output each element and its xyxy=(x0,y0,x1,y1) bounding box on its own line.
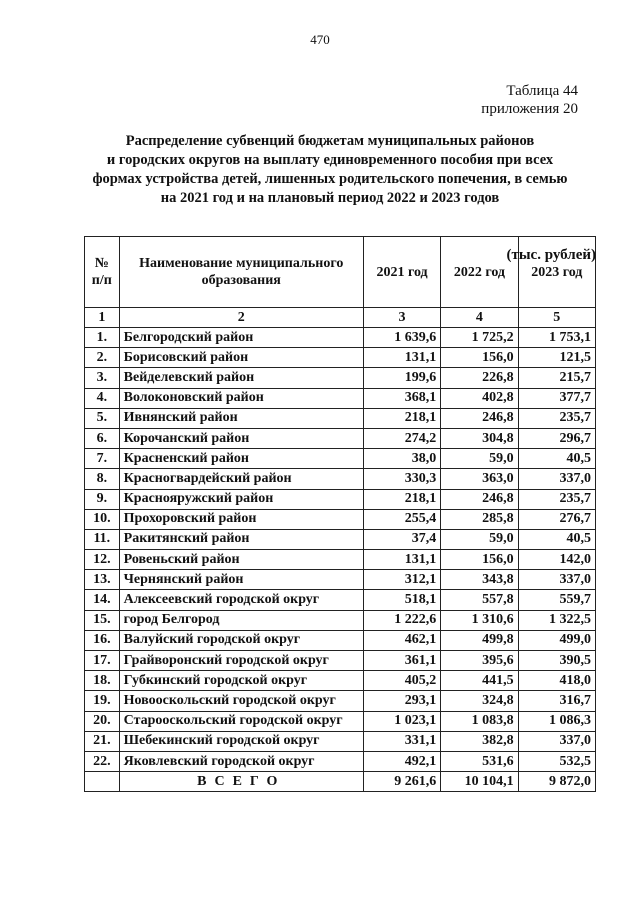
municipality-name: Борисовский район xyxy=(119,348,363,368)
table-row xyxy=(85,550,596,570)
table-reference xyxy=(481,82,578,118)
value-2021: 274,2 xyxy=(363,428,440,448)
municipality-name: Чернянский район xyxy=(119,570,363,590)
municipality-name: город Белгород xyxy=(119,610,363,630)
row-index: 22. xyxy=(85,751,120,771)
municipality-name: Алексеевский городской округ xyxy=(119,590,363,610)
row-index: 2. xyxy=(85,348,120,368)
value-2021: 312,1 xyxy=(363,570,440,590)
municipality-name: Ивнянский район xyxy=(119,408,363,428)
table-row xyxy=(85,711,596,731)
row-index: 15. xyxy=(85,610,120,630)
municipality-name: Ракитянский район xyxy=(119,529,363,549)
municipality-name: Старооскольский городской округ xyxy=(119,711,363,731)
table-row xyxy=(85,428,596,448)
value-2023: 215,7 xyxy=(518,368,595,388)
row-index: 10. xyxy=(85,509,120,529)
value-2022: 499,8 xyxy=(441,630,518,650)
municipality-name: Корочанский район xyxy=(119,428,363,448)
value-2021: 1 639,6 xyxy=(363,328,440,348)
municipality-name: Красненский район xyxy=(119,449,363,469)
value-2021: 361,1 xyxy=(363,651,440,671)
value-2022: 246,8 xyxy=(441,408,518,428)
value-2022: 395,6 xyxy=(441,651,518,671)
units-label: (тыс. рублей) xyxy=(506,247,596,263)
total-2023: 9 872,0 xyxy=(518,772,595,792)
value-2021: 462,1 xyxy=(363,630,440,650)
header-idx-line1: № xyxy=(94,256,109,271)
table-row xyxy=(85,368,596,388)
value-2021: 218,1 xyxy=(363,408,440,428)
title-line-1: Распределение субвенций бюджетам муниципальных районов xyxy=(125,133,535,149)
value-2023: 235,7 xyxy=(518,489,595,509)
value-2022: 402,8 xyxy=(441,388,518,408)
row-index: 17. xyxy=(85,651,120,671)
value-2023: 40,5 xyxy=(518,529,595,549)
table-row xyxy=(85,651,596,671)
total-idx xyxy=(85,772,120,792)
value-2022: 1 725,2 xyxy=(441,328,518,348)
table-row xyxy=(85,630,596,650)
subsidy-table xyxy=(84,236,596,792)
value-2023: 142,0 xyxy=(518,550,595,570)
total-label: ВСЕГО xyxy=(119,772,363,792)
table-row xyxy=(85,509,596,529)
municipality-name: Красногвардейский район xyxy=(119,469,363,489)
municipality-name: Шебекинский городской округ xyxy=(119,731,363,751)
table-row xyxy=(85,590,596,610)
value-2021: 293,1 xyxy=(363,691,440,711)
table-row xyxy=(85,449,596,469)
row-index: 8. xyxy=(85,469,120,489)
page-number: 470 xyxy=(310,32,330,47)
value-2021: 1 023,1 xyxy=(363,711,440,731)
municipality-name: Валуйский городской округ xyxy=(119,630,363,650)
value-2021: 199,6 xyxy=(363,368,440,388)
header-2023: 2023 год xyxy=(518,237,595,308)
value-2023: 316,7 xyxy=(518,691,595,711)
value-2023: 559,7 xyxy=(518,590,595,610)
municipality-name: Белгородский район xyxy=(119,328,363,348)
value-2021: 331,1 xyxy=(363,731,440,751)
value-2023: 390,5 xyxy=(518,651,595,671)
value-2022: 382,8 xyxy=(441,731,518,751)
value-2023: 377,7 xyxy=(518,388,595,408)
colnum-1: 1 xyxy=(85,308,120,328)
document-title xyxy=(70,132,590,208)
colnum-4: 4 xyxy=(441,308,518,328)
table-row xyxy=(85,469,596,489)
table-row xyxy=(85,671,596,691)
value-2022: 343,8 xyxy=(441,570,518,590)
value-2022: 59,0 xyxy=(441,529,518,549)
value-2022: 285,8 xyxy=(441,509,518,529)
value-2023: 418,0 xyxy=(518,671,595,691)
value-2022: 363,0 xyxy=(441,469,518,489)
municipality-name: Губкинский городской округ xyxy=(119,671,363,691)
total-2022: 10 104,1 xyxy=(441,772,518,792)
value-2022: 1 083,8 xyxy=(441,711,518,731)
table-row xyxy=(85,691,596,711)
value-2022: 531,6 xyxy=(441,751,518,771)
row-index: 7. xyxy=(85,449,120,469)
municipality-name: Грайворонский городской округ xyxy=(119,651,363,671)
value-2023: 276,7 xyxy=(518,509,595,529)
colnum-2: 2 xyxy=(119,308,363,328)
municipality-name: Ровеньский район xyxy=(119,550,363,570)
header-2022: 2022 год xyxy=(441,237,518,308)
total-2021: 9 261,6 xyxy=(363,772,440,792)
value-2021: 131,1 xyxy=(363,348,440,368)
value-2021: 255,4 xyxy=(363,509,440,529)
value-2022: 226,8 xyxy=(441,368,518,388)
row-index: 12. xyxy=(85,550,120,570)
row-index: 4. xyxy=(85,388,120,408)
value-2022: 304,8 xyxy=(441,428,518,448)
table-row xyxy=(85,348,596,368)
row-index: 13. xyxy=(85,570,120,590)
header-2021: 2021 год xyxy=(363,237,440,308)
table-row xyxy=(85,489,596,509)
value-2021: 492,1 xyxy=(363,751,440,771)
value-2022: 156,0 xyxy=(441,550,518,570)
table-ref-line2: приложения 20 xyxy=(481,101,578,117)
table-row xyxy=(85,408,596,428)
row-index: 5. xyxy=(85,408,120,428)
value-2021: 330,3 xyxy=(363,469,440,489)
header-idx xyxy=(85,237,120,308)
value-2023: 296,7 xyxy=(518,428,595,448)
value-2023: 532,5 xyxy=(518,751,595,771)
municipality-name: Вейделевский район xyxy=(119,368,363,388)
value-2021: 131,1 xyxy=(363,550,440,570)
value-2023: 40,5 xyxy=(518,449,595,469)
value-2023: 499,0 xyxy=(518,630,595,650)
row-index: 6. xyxy=(85,428,120,448)
row-index: 9. xyxy=(85,489,120,509)
title-line-4: на 2021 год и на плановый период 2022 и 2023 годов xyxy=(160,190,500,206)
municipality-name: Прохоровский район xyxy=(119,509,363,529)
row-index: 19. xyxy=(85,691,120,711)
value-2022: 1 310,6 xyxy=(441,610,518,630)
value-2022: 557,8 xyxy=(441,590,518,610)
value-2021: 518,1 xyxy=(363,590,440,610)
value-2022: 246,8 xyxy=(441,489,518,509)
municipality-name: Яковлевский городской округ xyxy=(119,751,363,771)
row-index: 18. xyxy=(85,671,120,691)
value-2021: 1 222,6 xyxy=(363,610,440,630)
value-2023: 235,7 xyxy=(518,408,595,428)
value-2021: 37,4 xyxy=(363,529,440,549)
row-index: 11. xyxy=(85,529,120,549)
value-2021: 218,1 xyxy=(363,489,440,509)
value-2023: 1 086,3 xyxy=(518,711,595,731)
row-index: 14. xyxy=(85,590,120,610)
municipality-name: Новооскольский городской округ xyxy=(119,691,363,711)
value-2021: 405,2 xyxy=(363,671,440,691)
value-2022: 324,8 xyxy=(441,691,518,711)
value-2023: 1 753,1 xyxy=(518,328,595,348)
row-index: 16. xyxy=(85,630,120,650)
row-index: 1. xyxy=(85,328,120,348)
value-2021: 368,1 xyxy=(363,388,440,408)
row-index: 3. xyxy=(85,368,120,388)
value-2023: 337,0 xyxy=(518,731,595,751)
total-row xyxy=(85,772,596,792)
value-2023: 121,5 xyxy=(518,348,595,368)
table-ref-line1: Таблица 44 xyxy=(506,83,578,99)
table-row xyxy=(85,570,596,590)
municipality-name: Волоконовский район xyxy=(119,388,363,408)
colnum-3: 3 xyxy=(363,308,440,328)
table-row xyxy=(85,751,596,771)
value-2023: 337,0 xyxy=(518,570,595,590)
title-line-2: и городских округов на выплату единовременного пособия при всех xyxy=(106,152,554,168)
value-2022: 156,0 xyxy=(441,348,518,368)
municipality-name: Краснояружский район xyxy=(119,489,363,509)
table-row xyxy=(85,529,596,549)
colnum-5: 5 xyxy=(518,308,595,328)
row-index: 21. xyxy=(85,731,120,751)
row-index: 20. xyxy=(85,711,120,731)
value-2022: 59,0 xyxy=(441,449,518,469)
value-2023: 1 322,5 xyxy=(518,610,595,630)
title-line-3: формах устройства детей, лишенных родительского попечения, в семью xyxy=(92,171,568,187)
header-name: Наименование муниципального образования xyxy=(119,237,363,308)
value-2021: 38,0 xyxy=(363,449,440,469)
table-row xyxy=(85,328,596,348)
header-idx-line2: п/п xyxy=(91,273,112,288)
column-number-row xyxy=(85,308,596,328)
value-2022: 441,5 xyxy=(441,671,518,691)
table-row xyxy=(85,731,596,751)
table-row xyxy=(85,388,596,408)
value-2023: 337,0 xyxy=(518,469,595,489)
table-row xyxy=(85,610,596,630)
